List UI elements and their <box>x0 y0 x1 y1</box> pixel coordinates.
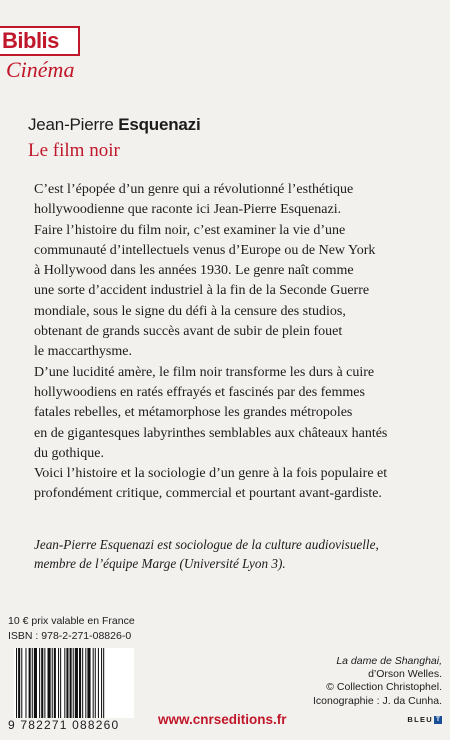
blurb-line: Faire l’histoire du film noir, c’est examiner la vie d’une <box>34 222 346 238</box>
bio-line: membre de l’équipe Marge (Université Lyon 3). <box>34 556 286 571</box>
back-cover-blurb <box>34 180 434 505</box>
blurb-line: une sorte d’accident industriel à la fin de la Seconde Guerre <box>34 283 370 299</box>
printer-logo-mark: T <box>434 716 442 724</box>
isbn-line: ISBN : 978-2-271-08826-0 <box>8 630 132 642</box>
credit-director: d’Orson Welles. <box>368 668 442 681</box>
barcode-image <box>14 648 134 718</box>
barcode-number: 9 782271 088260 <box>8 718 120 732</box>
blurb-line: profondément critique, commercial et pourtant avant-gardiste. <box>34 486 382 502</box>
author-bio <box>34 535 434 573</box>
bio-line: Jean-Pierre Esquenazi est sociologue de la culture audiovisuelle, <box>34 537 379 552</box>
blurb-line: mondiale, sous le signe du défi à la censure des studios, <box>34 303 346 319</box>
blurb-line: du gothique. <box>34 445 104 461</box>
blurb-line: hollywoodiens en ratés effrayés et fascinés par des femmes <box>34 384 365 400</box>
blurb-line: D’une lucidité amère, le film noir transforme les durs à cuire <box>34 364 375 380</box>
author-last-name: Esquenazi <box>118 115 201 134</box>
author-name <box>28 115 201 135</box>
author-first-name: Jean-Pierre <box>28 115 114 134</box>
collection-name: Cinéma <box>6 57 75 82</box>
credit-iconography: Iconographie : J. da Cunha. <box>312 694 442 707</box>
blurb-line: en de gigantesques labyrinthes semblables aux châteaux hantés <box>34 425 388 441</box>
publisher-logo-text: Biblis <box>2 28 59 53</box>
image-credits <box>313 655 442 708</box>
blurb-line: fatales rebelles, et métamorphose les grandes métropoles <box>34 405 353 421</box>
printer-logo-text: BLEU <box>407 715 433 724</box>
blurb-line: C’est l’épopée d’un genre qui a révolutionné l’esthétique <box>34 182 354 197</box>
blurb-line: le maccarthysme. <box>34 344 132 360</box>
publisher-logo <box>0 26 80 56</box>
blurb-line: communauté d’intellectuels venus d’Europe ou de New York <box>34 242 376 258</box>
credit-film-title: La dame de Shanghai, <box>336 655 442 667</box>
credit-photo: © Collection Christophel. <box>326 681 442 694</box>
printer-logo <box>407 715 442 724</box>
blurb-line: à Hollywood dans les années 1930. Le genre naît comme <box>34 263 354 279</box>
blurb-line: hollywoodienne que raconte ici Jean-Pierre Esquenazi. <box>34 202 342 218</box>
barcode-block <box>8 648 140 736</box>
publisher-website-link[interactable]: www.cnrseditions.fr <box>158 712 287 727</box>
price-line: 10 € prix valable en France <box>8 615 135 627</box>
blurb-line: Voici l’histoire et la sociologie d’un genre à la fois populaire et <box>34 466 388 482</box>
blurb-line: obtenant de grands succès avant de subir de plein fouet <box>34 324 343 340</box>
price-isbn-block <box>8 614 135 644</box>
book-title: Le film noir <box>28 140 120 161</box>
